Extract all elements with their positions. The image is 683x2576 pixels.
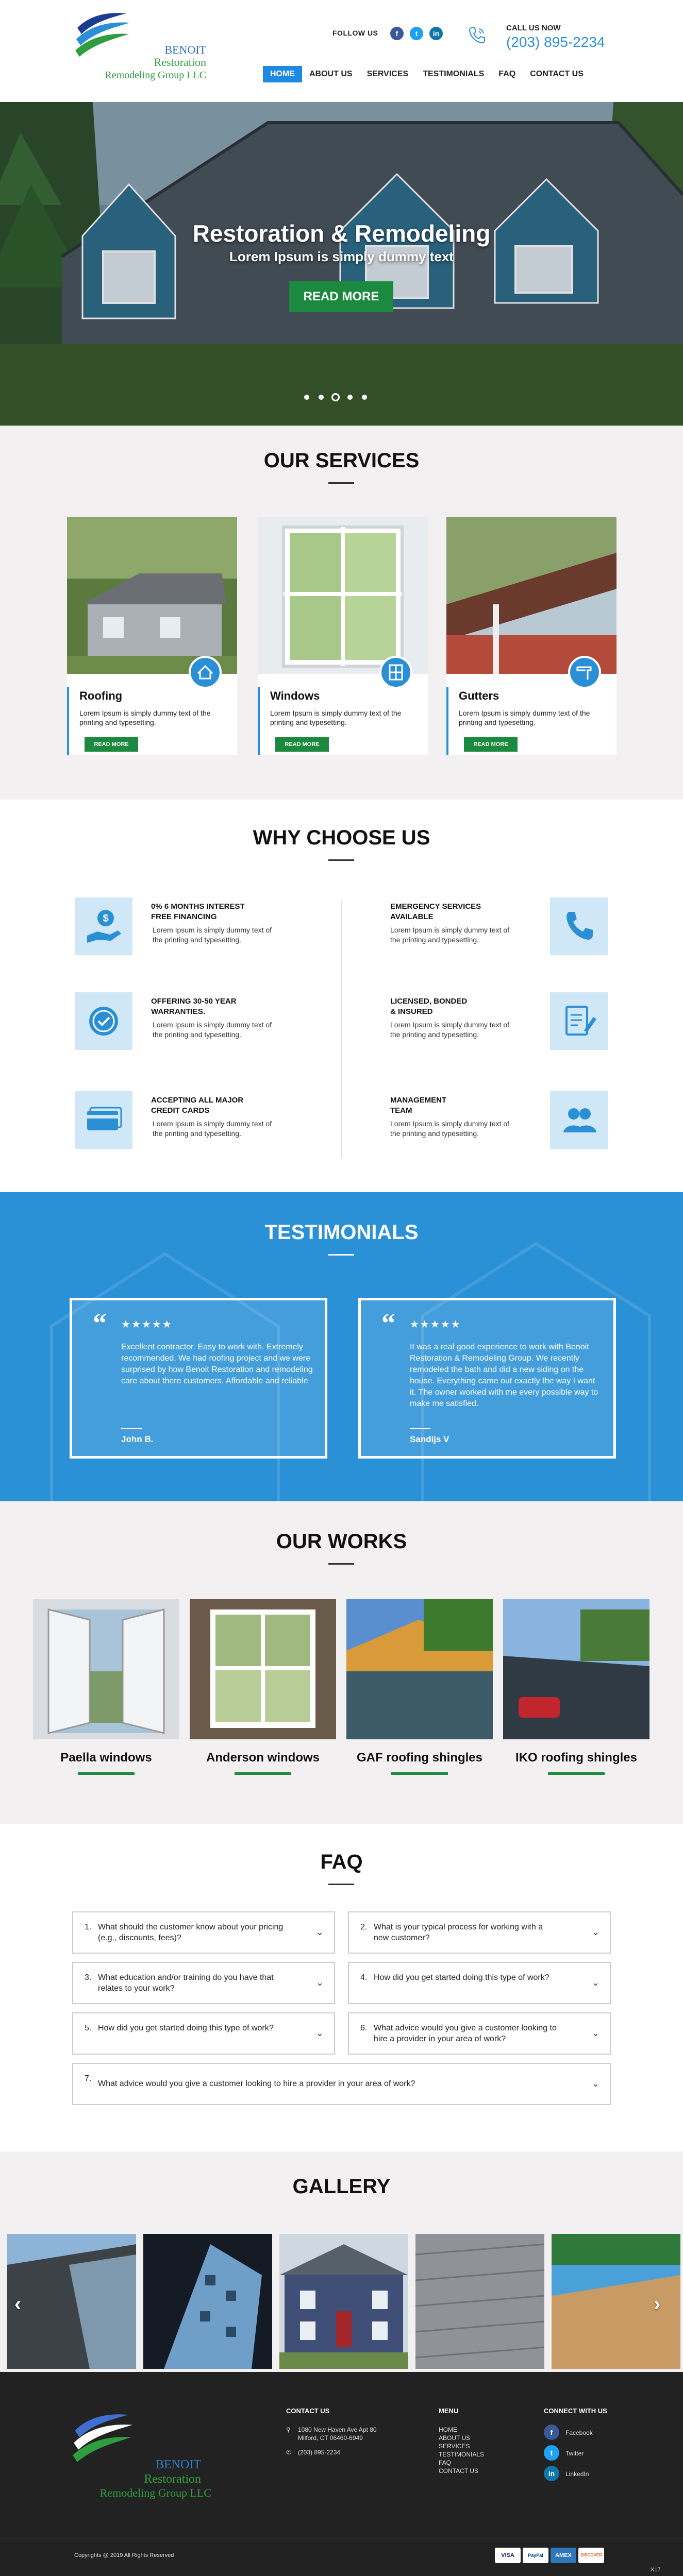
footer-logo[interactable] [67, 2408, 222, 2511]
why-title-line: 0% 6 MONTHS INTEREST [151, 902, 245, 911]
clipboard-pen-icon [550, 992, 608, 1050]
why-title-line: FREE FINANCING [151, 912, 217, 921]
rating-stars: ★★★★★ [121, 1319, 173, 1330]
slider-dot-1[interactable] [304, 395, 309, 400]
faq-item-4[interactable] [348, 1962, 611, 2004]
services-title-underline [328, 482, 354, 484]
gallery-image-5[interactable] [552, 2234, 680, 2369]
gutters-image [446, 517, 617, 674]
twitter-icon[interactable]: t [410, 27, 423, 40]
testimonial-text: Excellent contractor. Easy to work with. Extremely recommended. We had roofing project and we were surprised by how Benoit Restoration and remodeling care about there customers. Affordable and reliable [121, 1343, 313, 1385]
service-accent-bar [67, 687, 69, 755]
team-icon [550, 1091, 608, 1149]
faq-item-5[interactable] [72, 2012, 335, 2055]
faq-number: 5. [85, 2024, 92, 2032]
logo-line-3: Remodeling Group LLC [105, 70, 206, 81]
gallery-title: GALLERY [292, 2175, 391, 2198]
slider-dot-4[interactable] [347, 395, 353, 400]
why-choose-us-section [0, 800, 683, 1192]
phone-icon [467, 25, 487, 45]
badge-check-icon [75, 992, 132, 1050]
why-title-line: WARRANTIES. [151, 1007, 205, 1016]
gallery-image-4[interactable] [415, 2234, 544, 2369]
why-title: WHY CHOOSE US [253, 826, 430, 849]
work-underline [391, 1772, 448, 1775]
faq-section [0, 1824, 683, 2151]
work-name: Anderson windows [206, 1751, 320, 1765]
twitter-icon[interactable]: t [544, 2445, 559, 2461]
phone-icon: ✆ [286, 2449, 292, 2456]
why-title-line: EMERGENCY SERVICES [390, 902, 481, 911]
faq-question: What advice would you give a customer looking to hire a provider in your area of work? [98, 2079, 415, 2088]
gallery-image-3[interactable] [279, 2234, 408, 2369]
svg-text:$: $ [103, 913, 109, 924]
money-hand-icon [75, 897, 132, 955]
faq-item-3[interactable] [72, 1962, 335, 2004]
footer-twitter-link[interactable]: Twitter [565, 2450, 584, 2457]
nav-about-us[interactable]: ABOUT US [309, 70, 353, 78]
slider-dot-5[interactable] [362, 395, 367, 400]
hero-subtitle: Lorem Ipsum is simply dummy text [229, 249, 454, 264]
service-description: Lorem Ipsum is simply dummy text of the printing and typesetting. [270, 709, 402, 726]
rating-stars: ★★★★★ [410, 1319, 461, 1330]
why-title-line: AVAILABLE [390, 912, 434, 921]
faq-question: What advice would you give a customer looking to hire a provider in your area of work? [374, 2024, 557, 2043]
footer-address-line: Milford, CT 06460-6949 [298, 2434, 363, 2442]
why-desc-line: the printing and typesetting. [390, 936, 479, 944]
testimonial-divider [121, 1428, 142, 1429]
service-card-gutters[interactable] [446, 517, 617, 755]
why-desc-line: the printing and typesetting. [390, 1129, 479, 1138]
why-desc-line: the printing and typesetting. [153, 1030, 242, 1039]
call-us-label: CALL US NOW [506, 24, 561, 32]
works-title-underline [328, 1563, 354, 1565]
why-desc-line: the printing and typesetting. [390, 1030, 479, 1039]
hero-title: Restoration & Remodeling [192, 220, 491, 247]
amex-icon: AMEX [551, 2548, 576, 2563]
chevron-down-icon: ⌄ [591, 1977, 599, 1988]
nav-faq[interactable]: FAQ [498, 70, 516, 78]
faq-title-underline [328, 1884, 354, 1885]
company-logo[interactable] [72, 7, 227, 95]
footer-phone[interactable]: (203) 895-2234 [298, 2449, 341, 2456]
slider-dot-3[interactable] [331, 393, 340, 401]
footer-menu-home[interactable]: HOME [439, 2426, 457, 2433]
facebook-icon[interactable]: f [544, 2425, 559, 2440]
footer-contact-title: CONTACT US [286, 2407, 330, 2415]
why-title-line: & INSURED [390, 1007, 433, 1016]
follow-us-label: FOLLOW US [332, 29, 378, 37]
faq-item-1[interactable] [72, 1911, 335, 1954]
site-header [0, 0, 683, 102]
works-title: OUR WORKS [276, 1530, 407, 1553]
service-card-windows[interactable] [258, 517, 428, 755]
why-title-underline [328, 859, 354, 861]
faq-number: 3. [85, 1973, 92, 1982]
faq-item-6[interactable] [348, 2012, 611, 2055]
main-nav [263, 66, 591, 82]
why-desc-line: Lorem Ipsum is simply dummy text of [153, 1021, 272, 1029]
service-description: Lorem Ipsum is simply dummy text of the printing and typesetting. [459, 709, 590, 726]
testimonials-title: TESTIMONIALS [264, 1221, 419, 1244]
hero-read-more-button[interactable]: READ MORE [289, 281, 393, 312]
work-image-gaf-roofing-shingles[interactable] [346, 1599, 493, 1739]
hero-slider [0, 102, 683, 426]
services-title: OUR SERVICES [263, 449, 420, 472]
chevron-down-icon: ⌄ [315, 1977, 324, 1988]
chevron-down-icon: ⌄ [591, 2078, 599, 2089]
gallery-prev-arrow[interactable]: ‹ [14, 2293, 22, 2315]
windows-image [258, 517, 428, 674]
gallery-image-1[interactable] [7, 2234, 136, 2369]
why-title-line: MANAGEMENT [390, 1096, 447, 1105]
service-description: Lorem Ipsum is simply dummy text of the printing and typesetting. [79, 709, 211, 726]
linkedin-icon[interactable]: in [544, 2466, 559, 2481]
why-desc-line: Lorem Ipsum is simply dummy text of [153, 926, 272, 934]
service-read-more-button[interactable]: READ MORE [464, 737, 518, 752]
logo-line-1: BENOIT [164, 43, 206, 56]
gallery-next-arrow[interactable]: › [654, 2293, 661, 2315]
testimonial-card [358, 1298, 616, 1459]
footer-facebook-link[interactable]: Facebook [565, 2429, 593, 2436]
work-image-anderson-windows[interactable] [190, 1599, 336, 1739]
service-name: Roofing [79, 689, 123, 702]
testimonials-section [0, 1192, 683, 1501]
faq-number: 4. [360, 1973, 368, 1982]
service-read-more-button[interactable]: READ MORE [275, 737, 329, 752]
faq-number: 2. [360, 1923, 368, 1931]
work-name: Paella windows [60, 1751, 152, 1765]
faq-title: FAQ [320, 1851, 363, 1873]
why-desc-line: Lorem Ipsum is simply dummy text of [390, 926, 510, 934]
why-title-line: ACCEPTING ALL MAJOR [151, 1096, 244, 1105]
faq-number: 6. [360, 2024, 368, 2032]
chevron-down-icon: ⌄ [315, 1927, 324, 1937]
work-name: IKO roofing shingles [515, 1751, 637, 1765]
testimonial-text: It was a real good experience to work with Benoit Restoration & Remodeling Group. We recently remodeled the bath and did a new siding on the house. Everything came out exactly the way I want it. The owner worked with me every possible way to make me satisfied. [410, 1343, 598, 1408]
faq-item-2[interactable] [348, 1911, 611, 1954]
why-title-line: LICENSED, BONDED [390, 997, 468, 1006]
footer-menu-title: MENU [439, 2407, 459, 2415]
logo-line-1: BENOIT [156, 2458, 201, 2471]
quote-icon: “ [93, 1308, 107, 1338]
phone-icon [550, 897, 608, 955]
why-title-line: OFFERING 30-50 YEAR [151, 997, 237, 1006]
testimonial-card [70, 1298, 327, 1459]
footer-menu-services[interactable]: SERVICES [439, 2443, 470, 2450]
logo-line-2: Restoration [144, 2472, 201, 2486]
faq-question: How did you get started doing this type of work? [374, 1973, 549, 1982]
footer-menu-about-us[interactable]: ABOUT US [439, 2434, 471, 2442]
service-read-more-button[interactable]: READ MORE [85, 737, 138, 752]
work-name: GAF roofing shingles [357, 1751, 482, 1765]
work-image-paella-windows[interactable] [33, 1599, 179, 1739]
why-desc-line: Lorem Ipsum is simply dummy text of [153, 1120, 272, 1128]
logo-line-3: Remodeling Group LLC [99, 2486, 211, 2499]
faq-item-7[interactable] [72, 2063, 611, 2105]
work-underline [78, 1772, 135, 1775]
service-name: Windows [270, 689, 320, 702]
corner-label: X17 [651, 2567, 661, 2573]
logo-line-2: Restoration [154, 56, 206, 69]
window-icon [379, 656, 412, 689]
testimonial-divider [410, 1428, 430, 1429]
visa-icon: VISA [495, 2548, 521, 2563]
faq-question: What is your typical process for working with a new customer? [374, 1923, 543, 1942]
why-title-line: TEAM [390, 1106, 412, 1115]
faq-number: 7. [85, 2074, 92, 2083]
nav-services[interactable]: SERVICES [367, 70, 409, 78]
phone-number[interactable]: (203) 895-2234 [506, 34, 605, 50]
testimonial-author: John B. [121, 1434, 154, 1444]
copyright-text: Copyrights @ 2019 All Rights Reserved [74, 2552, 174, 2558]
service-accent-bar [258, 687, 260, 755]
work-underline [235, 1772, 291, 1775]
nav-testimonials[interactable]: TESTIMONIALS [423, 70, 485, 78]
why-title-line: CREDIT CARDS [151, 1106, 210, 1115]
slider-dot-2[interactable] [319, 395, 324, 400]
why-desc-line: the printing and typesetting. [153, 936, 242, 944]
nav-contact-us[interactable]: CONTACT US [530, 70, 584, 78]
testimonials-title-underline [328, 1254, 354, 1256]
why-desc-line: Lorem Ipsum is simply dummy text of [390, 1120, 510, 1128]
faq-number: 1. [85, 1923, 92, 1931]
work-underline [548, 1772, 605, 1775]
discover-icon: DISCOVER [578, 2548, 604, 2563]
faq-question: What education and/or training do you have that relates to your work? [98, 1973, 274, 1993]
gallery-image-2[interactable] [143, 2234, 272, 2369]
linkedin-icon[interactable]: in [429, 27, 443, 40]
chevron-down-icon: ⌄ [591, 1927, 599, 1937]
footer-connect-title: CONNECT WITH US [544, 2407, 607, 2415]
testimonial-author: Sandijs V [410, 1434, 449, 1444]
roofing-image [67, 517, 237, 674]
work-image-iko-roofing-shingles[interactable] [503, 1599, 649, 1739]
house-icon [189, 656, 222, 689]
footer-menu-faq[interactable]: FAQ [439, 2459, 452, 2466]
footer-address-line: 1080 New Haven Ave Apt 80 [298, 2426, 377, 2433]
footer-menu-testimonials[interactable]: TESTIMONIALS [439, 2451, 485, 2458]
why-desc-line: the printing and typesetting. [153, 1129, 242, 1138]
nav-home[interactable]: HOME [263, 66, 302, 82]
paypal-icon: PayPal [523, 2548, 548, 2563]
footer-menu-contact-us[interactable]: CONTACT US [439, 2467, 478, 2475]
chevron-down-icon: ⌄ [315, 2028, 324, 2038]
credit-card-icon [75, 1091, 132, 1149]
faq-question: How did you get started doing this type of work? [98, 2024, 274, 2032]
faq-question: What should the customer know about your pricing (e.g., discounts, fees)? [98, 1923, 284, 1942]
facebook-icon[interactable]: f [390, 27, 404, 40]
quote-icon: “ [381, 1308, 395, 1338]
chevron-down-icon: ⌄ [591, 2028, 599, 2038]
why-desc-line: Lorem Ipsum is simply dummy text of [390, 1021, 510, 1029]
why-divider [341, 901, 342, 1158]
gutter-icon [568, 656, 601, 689]
service-name: Gutters [459, 689, 499, 702]
map-pin-icon: ⚲ [286, 2426, 291, 2433]
service-accent-bar [446, 687, 448, 755]
site-footer [0, 2372, 683, 2576]
footer-linkedin-link[interactable]: LinkedIn [565, 2470, 589, 2478]
service-card-roofing[interactable] [67, 517, 237, 755]
